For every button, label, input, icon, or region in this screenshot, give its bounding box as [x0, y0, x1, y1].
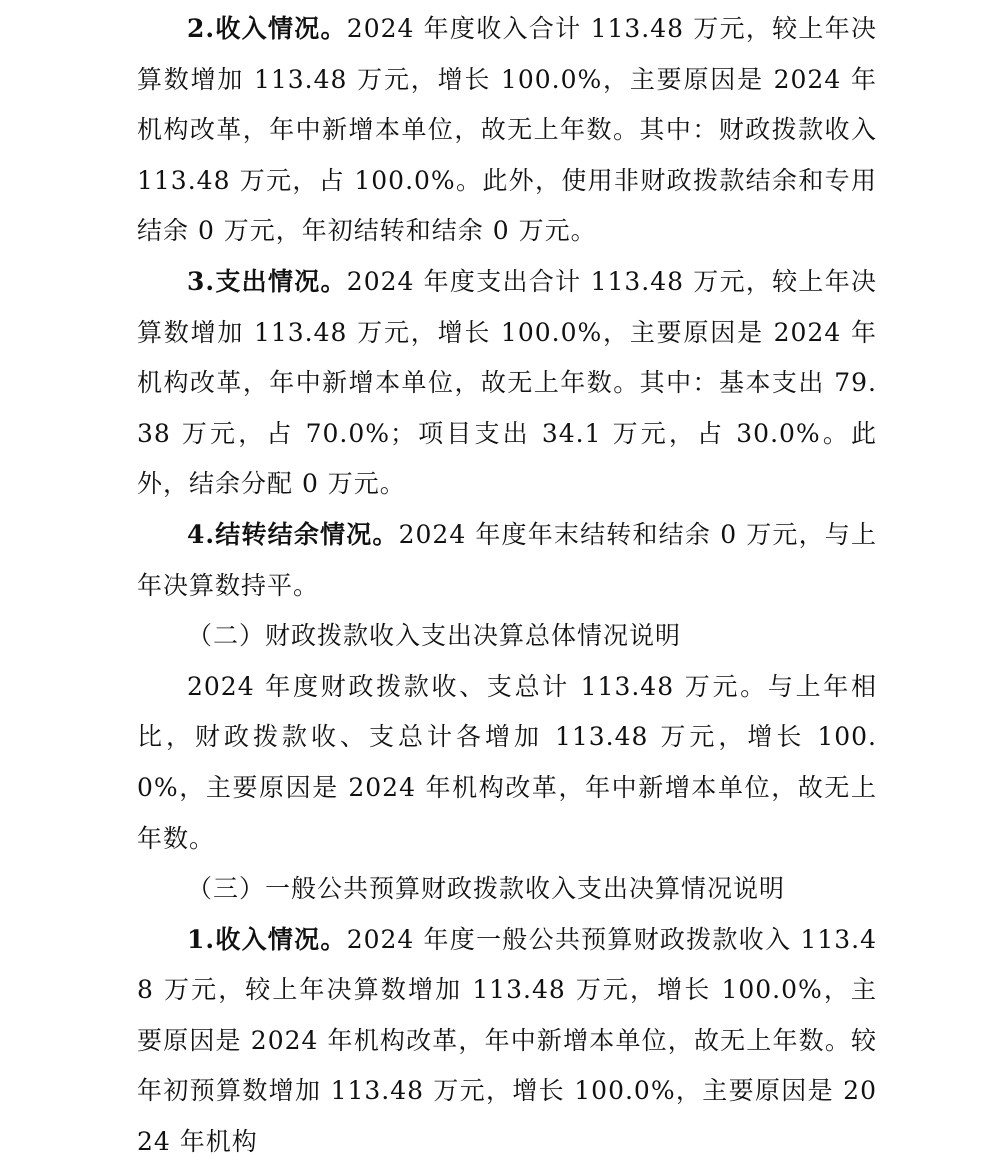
paragraph-heading: 4.结转结余情况。 — [187, 519, 399, 549]
paragraph-body: 2024 年度一般公共预算财政拨款收入 113.48 万元，较上年决算数增加 113.48 万元，增长 100.0%，主要原因是 2024 年机构改革，年中新增本单位，故无上年数。较年初预算数增加 113.48 万元，增长 100.0%，主要原因是 2024 年机构 — [137, 924, 877, 1157]
paragraph-heading: 3.支出情况。 — [187, 266, 347, 296]
paragraph-expenditure — [137, 257, 877, 510]
section-heading-general-budget: （三）一般公共预算财政拨款收入支出决算情况说明 — [187, 874, 786, 904]
section-heading-fiscal-overall: （二）财政拨款收入支出决算总体情况说明 — [187, 621, 682, 651]
paragraph-body: 2024 年度收入合计 113.48 万元，较上年决算数增加 113.48 万元，增长 100.0%，主要原因是 2024 年机构改革，年中新增本单位，故无上年数。其中：财政拨款收入 113.48 万元，占 100.0%。此外，使用非财政拨款结余和专用结余 0 万元，年初结转和结余 0 万元。 — [137, 14, 877, 246]
paragraph-body: 2024 年度支出合计 113.48 万元，较上年决算数增加 113.48 万元，增长 100.0%，主要原因是 2024 年机构改革，年中新增本单位，故无上年数。其中：基本支出 79.38 万元，占 70.0%；项目支出 34.1 万元，占 30.0%。此外，结余分配 0 万元。 — [137, 266, 877, 499]
paragraph-heading: 1.收入情况。 — [187, 924, 347, 954]
document-page — [137, 4, 877, 1168]
paragraph-body: 2024 年度年末结转和结余 0 万元，与上年决算数持平。 — [137, 519, 877, 600]
paragraph-heading: 2.收入情况。 — [187, 14, 347, 43]
paragraph-income — [137, 4, 877, 257]
paragraph-fiscal-overall: 2024 年度财政拨款收、支总计 113.48 万元。与上年相比，财政拨款收、支总计各增加 113.48 万元，增长 100.0%，主要原因是 2024 年机构改革，年中新增本单位，故无上年数。 — [137, 671, 877, 853]
paragraph-carryover — [137, 510, 877, 611]
paragraph-general-budget-income — [137, 915, 877, 1168]
